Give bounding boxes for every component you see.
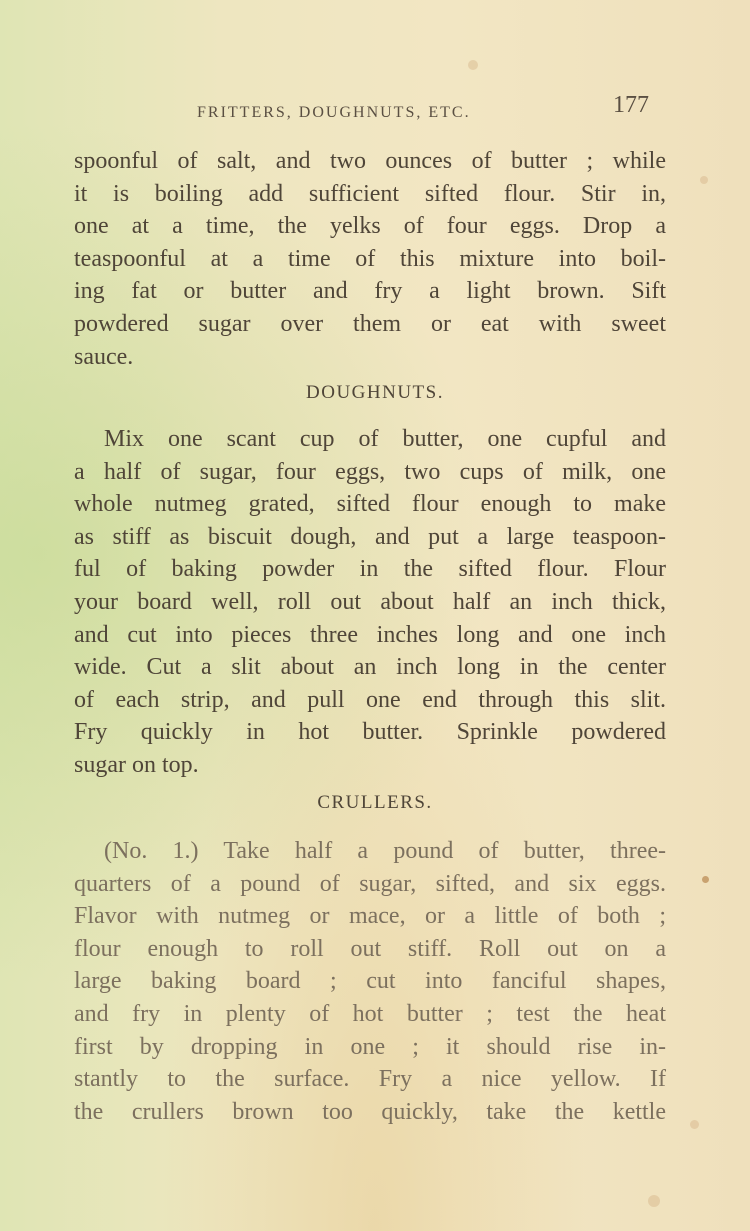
text-line: whole nutmeg grated, sifted flour enough to make bbox=[74, 491, 666, 518]
crullers-heading: CRULLERS. bbox=[317, 792, 433, 813]
running-head: FRITTERS, DOUGHNUTS, ETC. bbox=[197, 104, 471, 121]
crullers-paragraph bbox=[74, 835, 666, 1128]
text-line: the crullers brown too quickly, take the kettle bbox=[74, 1098, 666, 1125]
text-line: large baking board ; cut into fanciful shapes, bbox=[74, 968, 666, 995]
paper-stain bbox=[700, 176, 708, 184]
text-line: Fry quickly in hot butter. Sprinkle powdered bbox=[74, 719, 666, 746]
text-line: powdered sugar over them or eat with sweet bbox=[74, 310, 666, 337]
text-line: of each strip, and pull one end through this slit. bbox=[74, 686, 666, 713]
text-line: and cut into pieces three inches long and one inch bbox=[74, 621, 666, 648]
text-line: ing fat or butter and fry a light brown. Sift bbox=[74, 278, 666, 305]
paper-stain bbox=[648, 1195, 660, 1207]
text-line: Flavor with nutmeg or mace, or a little of both ; bbox=[74, 903, 666, 930]
page-number: 177 bbox=[613, 92, 649, 118]
text-line: as stiff as biscuit dough, and put a large teaspoon- bbox=[74, 523, 666, 550]
page-header bbox=[0, 92, 750, 132]
text-line: one at a time, the yelks of four eggs. Drop a bbox=[74, 213, 666, 240]
text-line: sugar on top. bbox=[74, 751, 199, 778]
text-line: quarters of a pound of sugar, sifted, and six eggs. bbox=[74, 870, 666, 897]
text-line: (No. 1.) Take half a pound of butter, three- bbox=[104, 838, 666, 864]
paper-stain bbox=[702, 876, 709, 883]
intro-paragraph bbox=[74, 145, 666, 373]
text-line: spoonful of salt, and two ounces of butter ; while bbox=[74, 148, 666, 174]
text-line: a half of sugar, four eggs, two cups of milk, one bbox=[74, 458, 666, 485]
text-line: teaspoonful at a time of this mixture into boil- bbox=[74, 245, 666, 272]
text-line: your board well, roll out about half an inch thick, bbox=[74, 588, 666, 615]
paper-stain bbox=[690, 1120, 699, 1129]
text-line: it is boiling add sufficient sifted flour. Stir in, bbox=[74, 180, 666, 207]
text-line: ful of baking powder in the sifted flour. Flour bbox=[74, 556, 666, 583]
text-line: wide. Cut a slit about an inch long in the center bbox=[74, 654, 666, 681]
text-line: sauce. bbox=[74, 343, 134, 370]
text-line: stantly to the surface. Fry a nice yellow. If bbox=[74, 1066, 666, 1093]
doughnuts-heading: DOUGHNUTS. bbox=[306, 382, 444, 403]
doughnuts-paragraph bbox=[74, 423, 666, 782]
paper-stain bbox=[468, 60, 478, 70]
text-line: Mix one scant cup of butter, one cupful and bbox=[104, 426, 666, 452]
text-line: and fry in plenty of hot butter ; test the heat bbox=[74, 1000, 666, 1027]
text-line: first by dropping in one ; it should rise in- bbox=[74, 1033, 666, 1060]
text-line: flour enough to roll out stiff. Roll out on a bbox=[74, 935, 666, 962]
